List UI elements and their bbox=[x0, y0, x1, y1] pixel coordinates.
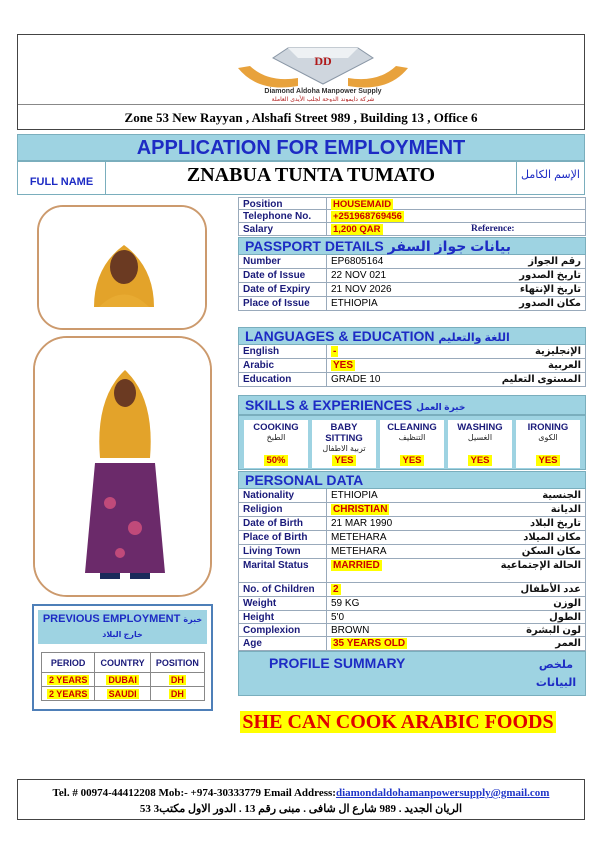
table-cell-text: DH bbox=[170, 674, 184, 685]
skills-grid bbox=[238, 415, 586, 470]
logo-letters: DD bbox=[314, 54, 332, 68]
row-value: 5'0 bbox=[331, 612, 345, 623]
personal-row bbox=[238, 637, 586, 651]
languages-title-ar: اللغة والتعليم bbox=[438, 332, 510, 344]
skill-item bbox=[380, 420, 444, 468]
row-label-ar: مكان الصدور bbox=[519, 298, 581, 309]
personal-title: PERSONAL DATA bbox=[245, 472, 364, 488]
table-cell bbox=[150, 673, 204, 687]
table-cell bbox=[42, 673, 95, 687]
page-title: APPLICATION FOR EMPLOYMENT bbox=[17, 134, 585, 161]
row-value: 21 MAR 1990 bbox=[331, 518, 393, 529]
row-value: MARRIED bbox=[333, 560, 380, 571]
table-header: COUNTRY bbox=[95, 653, 151, 673]
row-label: Place of Issue bbox=[243, 298, 310, 309]
full-name-row bbox=[17, 161, 585, 195]
row-label: Marital Status bbox=[243, 560, 309, 571]
row-label: Education bbox=[243, 374, 292, 385]
row-value: ETHIOPIA bbox=[331, 490, 378, 501]
telephone-value: +251968769456 bbox=[333, 211, 402, 222]
previous-employment-header bbox=[38, 610, 207, 644]
table-header: PERIOD bbox=[42, 653, 95, 673]
passport-row bbox=[238, 255, 586, 269]
row-label: Nationality bbox=[243, 490, 295, 501]
skill-value: YES bbox=[402, 455, 422, 466]
table-cell-text: 2 YEARS bbox=[48, 674, 88, 685]
personal-row bbox=[238, 517, 586, 531]
footer-address-ar: 53 الريان الجديد . 989 شارع ال شافى . مبنى رقم 13 . الدور الاول مكتب3 bbox=[139, 803, 463, 815]
skill-name-ar: الطبخ bbox=[266, 433, 286, 442]
logo-area bbox=[18, 35, 584, 105]
personal-row bbox=[238, 597, 586, 611]
row-value: ETHIOPIA bbox=[331, 298, 378, 309]
skill-value-cell bbox=[312, 455, 376, 466]
personal-row bbox=[238, 489, 586, 503]
passport-section-header bbox=[238, 237, 586, 255]
personal-row bbox=[238, 583, 586, 597]
row-label-ar: تاريخ الصدور bbox=[519, 270, 581, 281]
row-label-ar: الإنجليزية bbox=[534, 346, 581, 357]
company-logo bbox=[228, 38, 418, 102]
previous-employment-box bbox=[32, 604, 213, 711]
skill-value-cell bbox=[244, 455, 308, 466]
passport-row bbox=[238, 297, 586, 311]
remark-text: SHE CAN COOK ARABIC FOODS bbox=[242, 711, 554, 733]
row-value: METEHARA bbox=[331, 532, 387, 543]
personal-section-header bbox=[238, 471, 586, 489]
table-header: POSITION bbox=[150, 653, 204, 673]
row-label: Number bbox=[243, 256, 281, 267]
skills-section-header bbox=[238, 395, 586, 415]
company-name-ar: شركة دايموند الدوحة لجلب الأيدي العاملة bbox=[271, 96, 375, 102]
languages-title: LANGUAGES & EDUCATION bbox=[245, 328, 435, 344]
row-label: English bbox=[243, 346, 280, 357]
passport-title: PASSPORT DETAILS bbox=[245, 238, 384, 254]
row-label: Date of Expiry bbox=[243, 284, 311, 295]
row-label: Arabic bbox=[243, 360, 275, 371]
full-name-label: FULL NAME bbox=[18, 162, 106, 194]
skill-name-ar: الغسيل bbox=[467, 433, 493, 442]
row-label-ar: الديانة bbox=[550, 504, 581, 515]
row-label: Complexion bbox=[243, 625, 301, 636]
row-value: 35 YEARS OLD bbox=[333, 638, 406, 649]
language-row bbox=[238, 373, 586, 387]
personal-row bbox=[238, 624, 586, 637]
row-label: Height bbox=[243, 612, 275, 623]
row-label: Place of Birth bbox=[243, 532, 308, 543]
skill-name: CLEANING bbox=[387, 422, 437, 433]
row-label-ar: عدد الأطفال bbox=[520, 584, 581, 595]
row-label: No. of Children bbox=[243, 584, 315, 595]
footer-contact bbox=[18, 787, 584, 799]
table-header-row bbox=[42, 653, 205, 673]
row-value: 22 NOV 021 bbox=[331, 270, 387, 281]
profile-title: PROFILE SUMMARY bbox=[269, 655, 406, 671]
position-label: Position bbox=[243, 199, 283, 210]
table-cell bbox=[95, 673, 151, 687]
skill-name: COOKING bbox=[253, 422, 299, 433]
row-label-ar: الطول bbox=[549, 612, 581, 623]
remark bbox=[238, 711, 558, 734]
telephone-row bbox=[238, 210, 586, 223]
previous-employment-table bbox=[41, 652, 205, 701]
salary-value: 1,200 QAR bbox=[333, 224, 381, 235]
profile-title-ar: ملخص البيانات bbox=[535, 659, 577, 689]
row-value: YES bbox=[333, 360, 354, 371]
passport-title-ar: بيانات جواز السفر bbox=[387, 238, 512, 254]
skill-name-ar: تربية الاطفال bbox=[322, 444, 366, 453]
skill-name-ar: الكوى bbox=[538, 433, 558, 442]
table-cell-text: DUBAI bbox=[108, 674, 137, 685]
footer-contact-text: Tel. # 00974-44412208 Mob:- +974-30333779 Email Address: bbox=[52, 787, 336, 799]
row-label: Living Town bbox=[243, 546, 301, 557]
skill-name: WASHING bbox=[457, 422, 503, 433]
full-name-value: ZNABUA TUNTA TUMATO bbox=[186, 164, 436, 186]
row-label-ar: العربية bbox=[548, 360, 581, 371]
row-label-ar: المستوى التعليم bbox=[501, 374, 581, 385]
previous-employment-title-ar: خبرة خارج البلاد bbox=[102, 615, 203, 639]
row-label-ar: لون البشرة bbox=[526, 625, 581, 636]
row-label-ar: الجنسية bbox=[542, 490, 581, 501]
skill-value: 50% bbox=[266, 455, 286, 466]
table-cell bbox=[95, 687, 151, 701]
row-value: GRADE 10 bbox=[331, 374, 381, 385]
skill-item bbox=[516, 420, 580, 468]
footer bbox=[17, 779, 585, 820]
row-value: BROWN bbox=[331, 625, 370, 636]
position-row bbox=[238, 197, 586, 210]
skill-value-cell bbox=[516, 455, 580, 466]
full-body-photo bbox=[33, 336, 212, 597]
row-value: 59 KG bbox=[331, 598, 360, 609]
personal-row bbox=[238, 611, 586, 624]
personal-row bbox=[238, 559, 586, 583]
row-label-ar: رقم الجواز bbox=[528, 256, 581, 267]
portrait-illustration bbox=[39, 207, 207, 330]
skill-name: IRONING bbox=[527, 422, 569, 433]
full-body-illustration bbox=[35, 338, 212, 597]
skill-name-ar: التنظيف bbox=[398, 433, 426, 442]
skills-title: SKILLS & EXPERIENCES bbox=[245, 397, 413, 413]
row-label-ar: تاريخ الإنتهاء bbox=[519, 284, 581, 295]
skills-title-ar: خبرة العمل bbox=[416, 402, 466, 412]
skill-item bbox=[312, 420, 376, 468]
row-label: Age bbox=[243, 638, 262, 649]
row-value: 21 NOV 2026 bbox=[331, 284, 392, 295]
passport-row bbox=[238, 283, 586, 297]
personal-row bbox=[238, 545, 586, 559]
row-label-ar: تاريخ البلاد bbox=[530, 518, 581, 529]
salary-row bbox=[238, 223, 586, 236]
company-name: Diamond Aldoha Manpower Supply bbox=[264, 88, 382, 95]
skill-value-cell bbox=[448, 455, 512, 466]
row-value: METEHARA bbox=[331, 546, 387, 557]
row-value: - bbox=[333, 346, 337, 357]
row-value: EP6805164 bbox=[331, 256, 384, 267]
row-value: 2 bbox=[333, 584, 339, 595]
profile-summary-header bbox=[238, 651, 586, 696]
row-label: Religion bbox=[243, 504, 283, 515]
portrait-photo bbox=[37, 205, 207, 330]
passport-row bbox=[238, 269, 586, 283]
languages-section-header bbox=[238, 327, 586, 345]
row-label-ar: الوزن bbox=[553, 598, 581, 609]
row-label: Date of Birth bbox=[243, 518, 303, 529]
skill-value-cell bbox=[380, 455, 444, 466]
personal-row bbox=[238, 531, 586, 545]
company-address: Zone 53 New Rayyan , Alshafi Street 989 , Building 13 , Office 6 bbox=[124, 110, 478, 125]
table-row bbox=[42, 687, 205, 701]
row-label-ar: الحالة الإجتماعية bbox=[500, 560, 581, 571]
row-label: Weight bbox=[243, 598, 277, 609]
table-cell bbox=[42, 687, 95, 701]
language-row bbox=[238, 359, 586, 373]
language-row bbox=[238, 345, 586, 359]
personal-row bbox=[238, 503, 586, 517]
table-cell-text: DH bbox=[170, 688, 184, 699]
row-label-ar: العمر bbox=[555, 638, 581, 649]
skill-item bbox=[448, 420, 512, 468]
row-value: CHRISTIAN bbox=[333, 504, 388, 515]
reference-label: Reference: bbox=[471, 224, 515, 234]
row-label: Date of Issue bbox=[243, 270, 306, 281]
row-label-ar: مكان السكن bbox=[521, 546, 581, 557]
table-row bbox=[42, 673, 205, 687]
position-value: HOUSEMAID bbox=[333, 199, 392, 210]
telephone-label: Telephone No. bbox=[243, 211, 312, 222]
table-cell bbox=[150, 687, 204, 701]
skill-value: YES bbox=[470, 455, 490, 466]
skill-name: BABY SITTING bbox=[325, 422, 363, 444]
skill-value: YES bbox=[538, 455, 558, 466]
table-cell-text: SAUDI bbox=[108, 688, 137, 699]
letterhead bbox=[17, 34, 585, 130]
row-label-ar: مكان الميلاد bbox=[523, 532, 581, 543]
salary-label: Salary bbox=[243, 224, 274, 235]
skill-item bbox=[244, 420, 308, 468]
full-name-label-ar: الإسم الكامل bbox=[516, 162, 584, 194]
email-link[interactable]: diamondaldohamanpowersupply@gmail.com bbox=[335, 787, 550, 799]
table-cell-text: 2 YEARS bbox=[48, 688, 88, 699]
previous-employment-title: PREVIOUS EMPLOYMENT bbox=[42, 613, 181, 625]
skill-value: YES bbox=[334, 455, 354, 466]
